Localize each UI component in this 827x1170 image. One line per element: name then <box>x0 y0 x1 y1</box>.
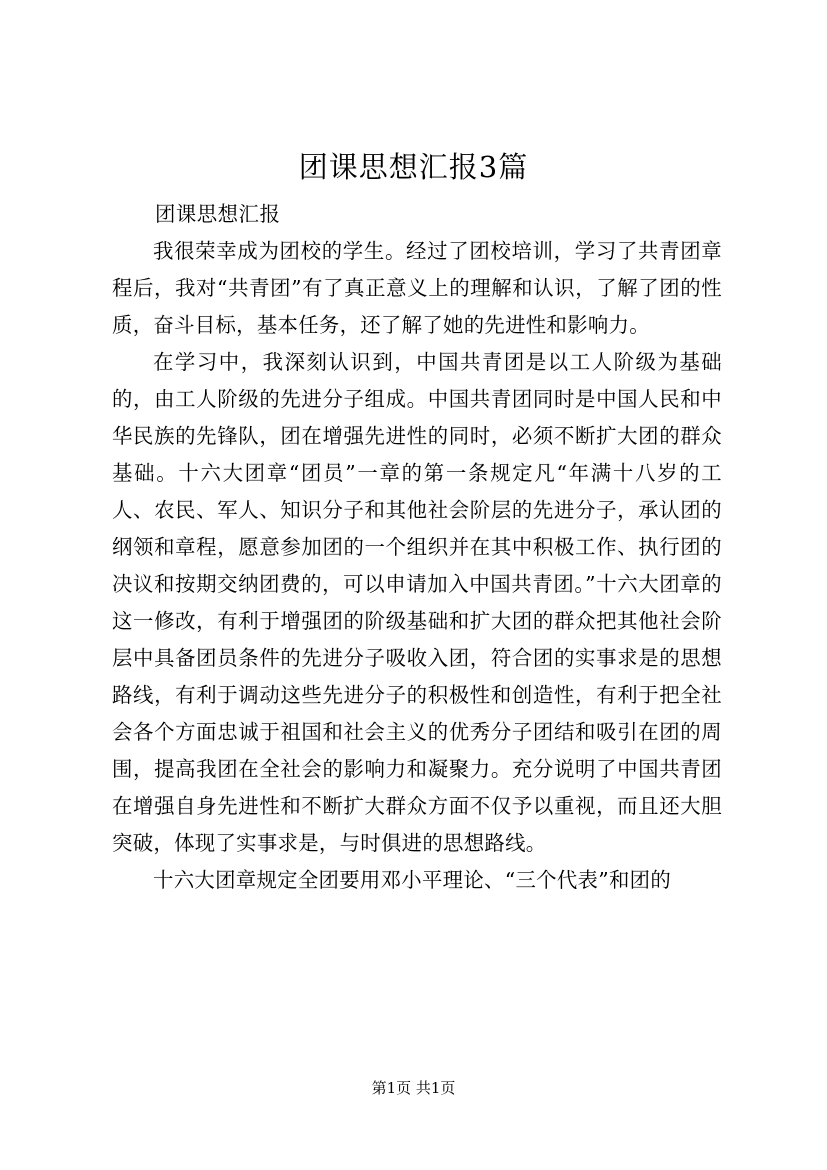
page-footer: 第1页 共1页 <box>371 1079 456 1097</box>
document-title: 团课思想汇报3篇 <box>298 150 529 184</box>
subheading: 团课思想汇报 <box>155 202 281 226</box>
paragraph-2: 在学习中，我深刻认识到，中国共青团是以工人阶级为基础的，由工人阶级的先进分子组成。中国共青团同时是中国人民和中华民族的先锋队，团在增强先进性的同时，必须不断扩大团的群众基础。十六大团章“团员”一章的第一条规定凡“年满十八岁的工人、农民、军人、知识分子和其他社会阶层的先进分子，承认团的纲领和章程，愿意参加团的一个组织并在其中积极工作、执行团的决议和按期交纳团费的，可以申请加入中国共青团。”十六大团章的这一修改，有利于增强团的阶级基础和扩大团的群众把其他社会阶层中具备团员条件的先进分子吸收入团，符合团的实事求是的思想路线，有利于调动这些先进分子的积极性和创造性，有利于把全社会各个方面忠诚于祖国和社会主义的优秀分子团结和吸引在团的周围，提高我团在全社会的影响力和凝聚力。充分说明了中国共青团在增强自身先进性和不断扩大群众方面不仅予以重视，而且还大胆突破，体现了实事求是，与时俱进的思想路线。 <box>112 350 722 855</box>
document-body <box>112 196 722 899</box>
paragraph-3: 十六大团章规定全团要用邓小平理论、“三个代表”和团的 <box>153 868 672 892</box>
paragraph-1: 我很荣幸成为团校的学生。经过了团校培训，学习了共青团章程后，我对“共青团”有了真正意义上的理解和认识，了解了团的性质，奋斗目标，基本任务，还了解了她的先进性和影响力。 <box>112 239 722 337</box>
